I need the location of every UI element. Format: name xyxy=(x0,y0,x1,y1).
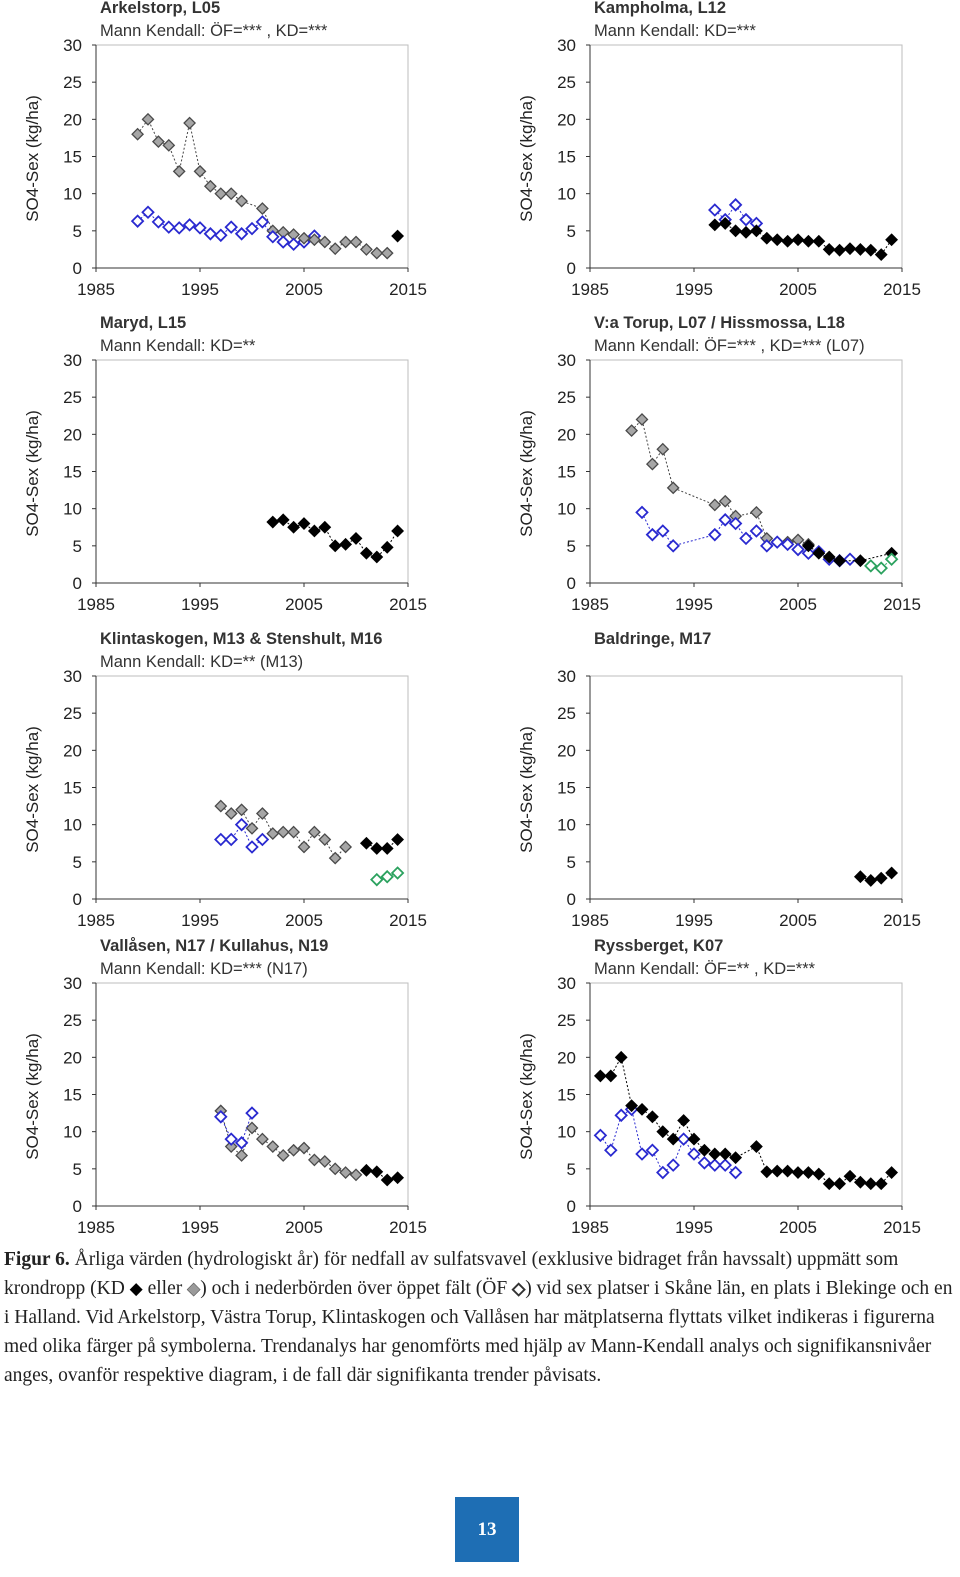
y-tick-label: 15 xyxy=(557,1085,576,1105)
y-tick-label: 10 xyxy=(63,1122,82,1142)
chart-panel-6 xyxy=(517,630,921,930)
y-tick-label: 25 xyxy=(557,704,576,724)
y-tick-label: 25 xyxy=(63,73,82,93)
x-tick-label: 2005 xyxy=(779,1218,817,1237)
y-tick-label: 10 xyxy=(557,815,576,835)
chart-panel-3 xyxy=(23,314,427,614)
y-axis-label: SO4-Sex (kg/ha) xyxy=(517,410,536,537)
y-tick-label: 15 xyxy=(63,147,82,167)
y-axis-label: SO4-Sex (kg/ha) xyxy=(23,1033,42,1160)
x-tick-label: 1985 xyxy=(571,280,609,299)
chart-subtitle: Mann Kendall: ÖF=** , KD=*** xyxy=(594,960,816,978)
chart-subtitle: Mann Kendall: KD=** xyxy=(100,337,256,355)
caption-label: Figur 6. xyxy=(4,1249,70,1270)
y-tick-label: 0 xyxy=(72,574,82,593)
x-tick-label: 2015 xyxy=(883,280,921,299)
y-axis-label: SO4-Sex (kg/ha) xyxy=(517,95,536,222)
y-tick-label: 30 xyxy=(557,667,576,686)
y-tick-label: 25 xyxy=(63,1011,82,1031)
x-tick-label: 1995 xyxy=(675,911,713,930)
grey-diamond-icon: ◆ xyxy=(187,1279,201,1298)
x-tick-label: 2005 xyxy=(779,911,817,930)
chart-subtitle: Mann Kendall: KD=*** (N17) xyxy=(100,960,308,978)
y-tick-label: 25 xyxy=(557,73,576,93)
x-tick-label: 2005 xyxy=(285,595,323,614)
y-tick-label: 15 xyxy=(557,462,576,482)
y-tick-label: 10 xyxy=(63,499,82,519)
chart-panel-2 xyxy=(517,0,921,299)
y-tick-label: 5 xyxy=(72,536,82,556)
x-tick-label: 2005 xyxy=(285,1218,323,1237)
chart-title: Maryd, L15 xyxy=(100,314,187,332)
y-tick-label: 10 xyxy=(63,184,82,204)
x-tick-label: 1985 xyxy=(77,280,115,299)
x-tick-label: 1995 xyxy=(181,595,219,614)
chart-title: V:a Torup, L07 / Hissmossa, L18 xyxy=(594,314,845,332)
x-tick-label: 2015 xyxy=(389,280,427,299)
y-tick-label: 0 xyxy=(72,259,82,278)
y-tick-label: 0 xyxy=(72,890,82,909)
y-tick-label: 10 xyxy=(63,815,82,835)
y-tick-label: 25 xyxy=(557,388,576,408)
x-tick-label: 2005 xyxy=(779,595,817,614)
y-tick-label: 20 xyxy=(557,741,576,761)
caption-text-2: eller xyxy=(142,1278,188,1299)
caption-text-4: ) vid sex platser i Skåne län, en plats i Blekinge och en i Halland. Vid Arkelstorp, Västra Torup, Klintaskogen och Vallåsen har mätplatserna flyttats vilket indikeras i figurerna med olika färger på symbolerna. Trendanalys har genomförts med hjälp av Mann-Kendall analys och signifikansnivåer anges, ovanför respektive diagram, i de fall där signifikanta trender påvisats. xyxy=(4,1278,953,1386)
x-tick-label: 1995 xyxy=(181,911,219,930)
y-tick-label: 10 xyxy=(557,1122,576,1142)
y-tick-label: 5 xyxy=(72,221,82,241)
y-tick-label: 10 xyxy=(557,499,576,519)
y-tick-label: 30 xyxy=(557,974,576,993)
y-tick-label: 20 xyxy=(557,110,576,130)
y-tick-label: 20 xyxy=(557,425,576,445)
y-tick-label: 20 xyxy=(63,1048,82,1068)
y-tick-label: 5 xyxy=(566,536,576,556)
chart-panel-7 xyxy=(23,937,427,1237)
y-tick-label: 5 xyxy=(72,852,82,872)
x-tick-label: 1995 xyxy=(675,595,713,614)
x-tick-label: 1985 xyxy=(571,911,609,930)
black-diamond-icon: ◆ xyxy=(129,1279,143,1298)
x-tick-label: 1985 xyxy=(77,1218,115,1237)
y-tick-label: 0 xyxy=(566,259,576,278)
y-tick-label: 25 xyxy=(557,1011,576,1031)
caption-text-3: ) och i nederbörden över öppet fält (ÖF xyxy=(200,1278,513,1299)
x-tick-label: 1985 xyxy=(571,595,609,614)
y-tick-label: 15 xyxy=(557,147,576,167)
open-diamond-icon: ◇ xyxy=(512,1279,526,1298)
x-tick-label: 2015 xyxy=(883,1218,921,1237)
y-tick-label: 0 xyxy=(566,1197,576,1216)
plot-area xyxy=(96,360,408,583)
y-tick-label: 30 xyxy=(63,667,82,686)
y-tick-label: 30 xyxy=(557,351,576,370)
plot-area xyxy=(96,983,408,1206)
chart-title: Kampholma, L12 xyxy=(594,0,727,17)
chart-title: Vallåsen, N17 / Kullahus, N19 xyxy=(100,937,329,955)
chart-title: Klintaskogen, M13 & Stenshult, M16 xyxy=(100,630,383,648)
y-tick-label: 0 xyxy=(566,890,576,909)
chart-title: Arkelstorp, L05 xyxy=(100,0,221,17)
chart-panel-8 xyxy=(517,937,921,1237)
y-tick-label: 0 xyxy=(566,574,576,593)
y-tick-label: 30 xyxy=(63,36,82,55)
chart-subtitle: Mann Kendall: ÖF=*** , KD=*** (L07) xyxy=(594,337,865,355)
chart-title: Ryssberget, K07 xyxy=(594,937,724,955)
y-tick-label: 20 xyxy=(63,425,82,445)
x-tick-label: 2015 xyxy=(883,911,921,930)
y-tick-label: 25 xyxy=(63,388,82,408)
y-tick-label: 5 xyxy=(566,221,576,241)
x-tick-label: 2015 xyxy=(883,595,921,614)
plot-area xyxy=(96,676,408,899)
y-tick-label: 20 xyxy=(63,741,82,761)
y-axis-label: SO4-Sex (kg/ha) xyxy=(23,95,42,222)
y-axis-label: SO4-Sex (kg/ha) xyxy=(517,1033,536,1160)
y-tick-label: 15 xyxy=(63,462,82,482)
x-tick-label: 1985 xyxy=(571,1218,609,1237)
x-tick-label: 1995 xyxy=(181,280,219,299)
x-tick-label: 2005 xyxy=(285,911,323,930)
y-axis-label: SO4-Sex (kg/ha) xyxy=(23,410,42,537)
caption-text-1: Årliga värden (hydrologiskt år) för nedfall av sulfatsvavel (exklusive bidraget från havssalt) uppmätt som krondropp (KD xyxy=(4,1249,899,1299)
y-tick-label: 20 xyxy=(557,1048,576,1068)
chart-subtitle: Mann Kendall: KD=*** xyxy=(594,22,756,40)
x-tick-label: 1985 xyxy=(77,595,115,614)
chart-panel-4 xyxy=(517,314,921,614)
y-axis-label: SO4-Sex (kg/ha) xyxy=(517,726,536,853)
y-tick-label: 15 xyxy=(63,1085,82,1105)
x-tick-label: 2015 xyxy=(389,595,427,614)
y-tick-label: 10 xyxy=(557,184,576,204)
plot-area xyxy=(590,360,902,583)
y-tick-label: 30 xyxy=(63,974,82,993)
x-tick-label: 2005 xyxy=(285,280,323,299)
chart-title: Baldringe, M17 xyxy=(594,630,712,648)
x-tick-label: 1985 xyxy=(77,911,115,930)
y-tick-label: 5 xyxy=(566,1159,576,1179)
x-tick-label: 2015 xyxy=(389,1218,427,1237)
plot-area xyxy=(590,983,902,1206)
chart-panel-1 xyxy=(23,0,427,299)
y-tick-label: 30 xyxy=(557,36,576,55)
x-tick-label: 2005 xyxy=(779,280,817,299)
y-tick-label: 5 xyxy=(566,852,576,872)
y-tick-label: 30 xyxy=(63,351,82,370)
x-tick-label: 2015 xyxy=(389,911,427,930)
y-tick-label: 0 xyxy=(72,1197,82,1216)
y-tick-label: 5 xyxy=(72,1159,82,1179)
chart-subtitle: Mann Kendall: ÖF=*** , KD=*** xyxy=(100,22,328,40)
y-tick-label: 15 xyxy=(557,778,576,798)
y-tick-label: 20 xyxy=(63,110,82,130)
figure-caption xyxy=(4,1245,958,1390)
chart-subtitle: Mann Kendall: KD=** (M13) xyxy=(100,653,304,671)
plot-area xyxy=(590,676,902,899)
x-tick-label: 1995 xyxy=(675,1218,713,1237)
x-tick-label: 1995 xyxy=(181,1218,219,1237)
page-number: 13 xyxy=(455,1497,519,1562)
y-tick-label: 25 xyxy=(63,704,82,724)
y-tick-label: 15 xyxy=(63,778,82,798)
x-tick-label: 1995 xyxy=(675,280,713,299)
chart-panel-5 xyxy=(23,630,427,930)
y-axis-label: SO4-Sex (kg/ha) xyxy=(23,726,42,853)
